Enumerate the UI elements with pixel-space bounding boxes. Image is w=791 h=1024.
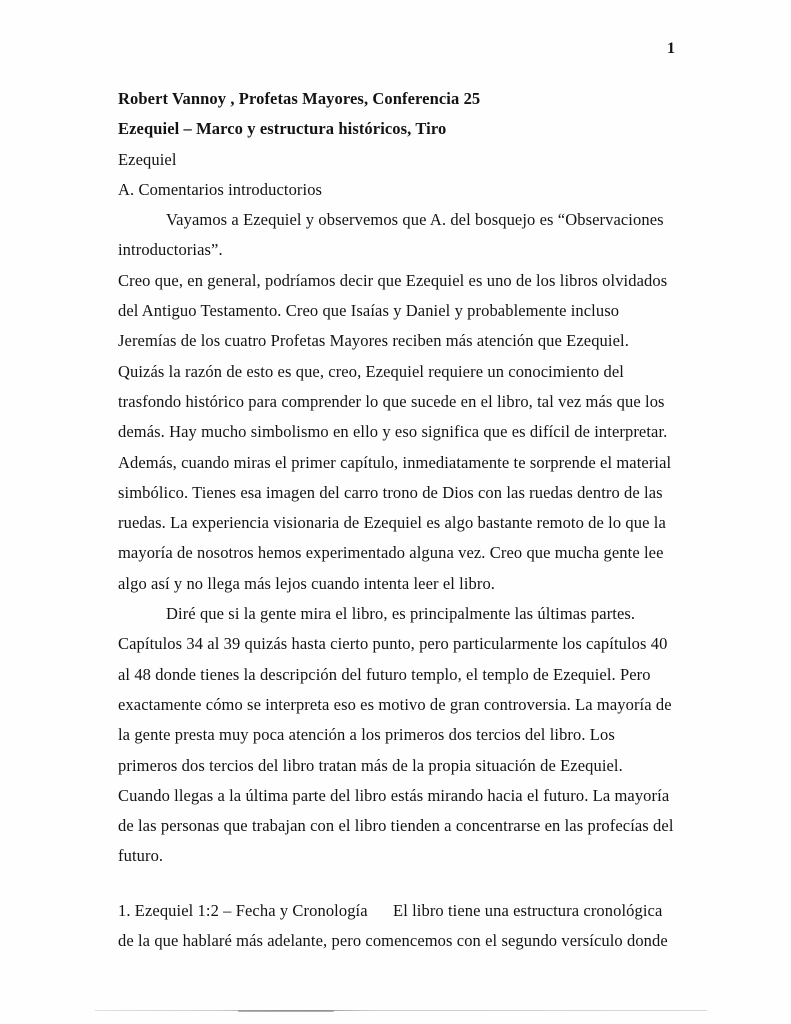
page-number: 1: [667, 40, 675, 57]
text-line: futuro.: [118, 846, 164, 866]
text-line: Quizás la razón de esto es que, creo, Ezequiel requiere un conocimiento del: [118, 361, 624, 381]
text-line: simbólico. Tienes esa imagen del carro trono de Dios con las ruedas dentro de las: [118, 482, 663, 502]
text-line: demás. Hay mucho simbolismo en ello y eso significa que es difícil de interpretar.: [118, 422, 668, 442]
text-line: trasfondo histórico para comprender lo que sucede en el libro, tal vez más que los: [118, 391, 665, 411]
text-line: Robert Vannoy , Profetas Mayores, Conferencia 25: [118, 89, 481, 108]
scan-smudge-mark: [238, 1010, 334, 1012]
text-line: de las personas que trabajan con el libro tienden a concentrarse en las profecías del: [118, 816, 674, 836]
document-body: [118, 84, 703, 956]
text-line: la gente presta muy poca atención a los primeros dos tercios del libro. Los: [118, 725, 615, 745]
text-line: Vayamos a Ezequiel y observemos que A. del bosquejo es “Observaciones: [166, 210, 664, 230]
text-line: 1. Ezequiel 1:2 – Fecha y Cronología El libro tiene una estructura cronológica: [118, 900, 663, 920]
text-line: Diré que si la gente mira el libro, es principalmente las últimas partes.: [166, 604, 636, 624]
text-line: de la que hablaré más adelante, pero comencemos con el segundo versículo donde: [118, 931, 668, 951]
text-line: Ezequiel – Marco y estructura históricos, Tiro: [118, 119, 447, 139]
text-line: Ezequiel: [118, 149, 177, 169]
text-line: algo así y no llega más lejos cuando intenta leer el libro.: [118, 573, 496, 593]
text-line: Creo que, en general, podríamos decir que Ezequiel es uno de los libros olvidados: [118, 270, 668, 290]
text-line: introductorias”.: [118, 240, 223, 260]
text-line: Cuando llegas a la última parte del libro estás mirando hacia el futuro. La mayoría: [118, 785, 670, 805]
text-line: al 48 donde tienes la descripción del futuro templo, el templo de Ezequiel. Pero: [118, 664, 651, 684]
text-line: del Antiguo Testamento. Creo que Isaías y Daniel y probablemente incluso: [118, 301, 620, 321]
text-line: A. Comentarios introductorios: [118, 179, 323, 199]
scan-artifact-line: [95, 1010, 707, 1011]
text-line: primeros dos tercios del libro tratan más de la propia situación de Ezequiel.: [118, 755, 623, 775]
text-line: Además, cuando miras el primer capítulo, inmediatamente te sorprende el material: [118, 452, 672, 472]
text-line: Capítulos 34 al 39 quizás hasta cierto punto, pero particularmente los capítulos 40: [118, 634, 668, 654]
text-line: mayoría de nosotros hemos experimentado alguna vez. Creo que mucha gente lee: [118, 543, 664, 563]
text-line: exactamente cómo se interpreta eso es motivo de gran controversia. La mayoría de: [118, 694, 672, 714]
text-line: Jeremías de los cuatro Profetas Mayores reciben más atención que Ezequiel.: [118, 331, 629, 351]
text-line: ruedas. La experiencia visionaria de Ezequiel es algo bastante remoto de lo que la: [118, 513, 666, 533]
